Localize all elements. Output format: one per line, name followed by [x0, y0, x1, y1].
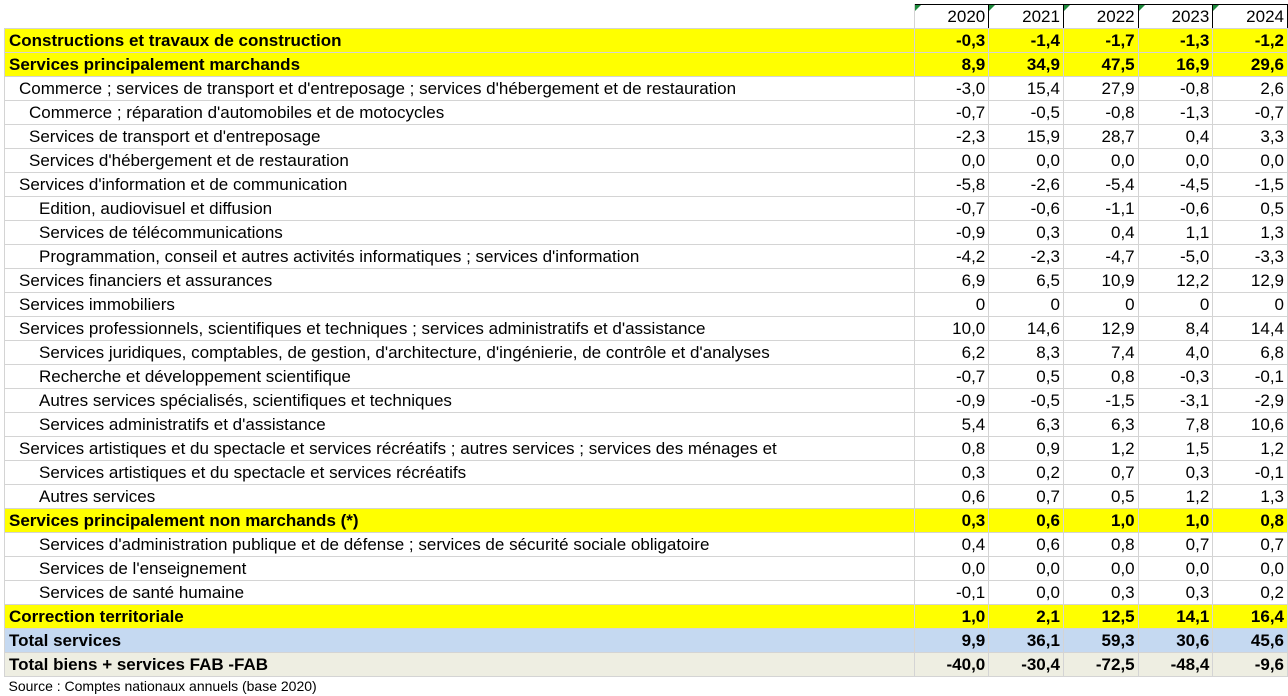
table-row — [5, 413, 1288, 437]
table-row — [5, 581, 1288, 605]
empty-cell — [914, 677, 989, 696]
table-row — [5, 653, 1288, 677]
value-cell-2024[interactable]: 0,0 — [1213, 149, 1288, 173]
row-label-cell[interactable]: Constructions et travaux de construction — [5, 29, 915, 53]
table-row — [5, 293, 1288, 317]
value-cell-2020[interactable]: 0,8 — [914, 437, 989, 461]
data-table-container — [4, 4, 1288, 695]
year-label: 2022 — [1096, 7, 1135, 26]
value-cell-2020[interactable]: 0,4 — [914, 533, 989, 557]
table-row — [5, 53, 1288, 77]
value-cell-2024[interactable]: 29,6 — [1213, 53, 1288, 77]
value-cell-2022[interactable]: 0,5 — [1063, 485, 1138, 509]
value-cell-2021[interactable]: 36,1 — [989, 629, 1064, 653]
header-blank-cell — [5, 5, 915, 29]
value-cell-2024[interactable]: 6,8 — [1213, 341, 1288, 365]
value-cell-2020[interactable]: 5,4 — [914, 413, 989, 437]
value-cell-2021[interactable]: 6,5 — [989, 269, 1064, 293]
table-row — [5, 29, 1288, 53]
value-cell-2020[interactable]: 0 — [914, 293, 989, 317]
cell-marker-icon — [1064, 5, 1070, 11]
value-cell-2021[interactable]: -30,4 — [989, 653, 1064, 677]
row-label-cell[interactable]: Correction territoriale — [5, 605, 915, 629]
value-cell-2023[interactable]: 0,4 — [1138, 125, 1213, 149]
value-cell-2020[interactable]: -2,3 — [914, 125, 989, 149]
year-header-2023[interactable] — [1138, 5, 1213, 29]
value-cell-2024[interactable]: -0,7 — [1213, 101, 1288, 125]
value-cell-2022[interactable]: 0,0 — [1063, 557, 1138, 581]
value-cell-2024[interactable]: -3,3 — [1213, 245, 1288, 269]
row-label-cell[interactable]: Autres services — [5, 485, 915, 509]
value-cell-2020[interactable]: 0,6 — [914, 485, 989, 509]
value-cell-2023[interactable]: 0,0 — [1138, 557, 1213, 581]
row-label-cell[interactable]: Services financiers et assurances — [5, 269, 915, 293]
year-header-2021[interactable] — [989, 5, 1064, 29]
value-cell-2020[interactable]: 0,0 — [914, 149, 989, 173]
value-cell-2022[interactable]: 0,8 — [1063, 533, 1138, 557]
value-cell-2020[interactable]: 0,3 — [914, 461, 989, 485]
value-cell-2021[interactable]: 0,7 — [989, 485, 1064, 509]
source-note: Source : Comptes nationaux annuels (base 2020) — [8, 678, 317, 694]
year-header-2020[interactable] — [914, 5, 989, 29]
value-cell-2023[interactable]: -1,3 — [1138, 101, 1213, 125]
row-label-cell[interactable]: Autres services spécialisés, scientifiques et techniques — [5, 389, 915, 413]
year-label: 2021 — [1022, 7, 1060, 26]
value-cell-2023[interactable]: 12,2 — [1138, 269, 1213, 293]
value-cell-2021[interactable]: 34,9 — [989, 53, 1064, 77]
table-row — [5, 77, 1288, 101]
value-cell-2023[interactable]: 1,1 — [1138, 221, 1213, 245]
value-cell-2024[interactable]: 12,9 — [1213, 269, 1288, 293]
value-cell-2023[interactable]: 0,0 — [1138, 149, 1213, 173]
table-row — [5, 341, 1288, 365]
value-cell-2020[interactable]: 6,9 — [914, 269, 989, 293]
value-cell-2023[interactable]: 1,2 — [1138, 485, 1213, 509]
table-row — [5, 629, 1288, 653]
value-cell-2023[interactable]: 8,4 — [1138, 317, 1213, 341]
value-cell-2020[interactable]: 1,0 — [914, 605, 989, 629]
year-header-2022[interactable] — [1063, 5, 1138, 29]
source-row — [5, 677, 1288, 696]
value-cell-2021[interactable]: 0,0 — [989, 581, 1064, 605]
value-cell-2024[interactable]: 10,6 — [1213, 413, 1288, 437]
value-cell-2023[interactable]: 14,1 — [1138, 605, 1213, 629]
value-cell-2022[interactable]: 0,7 — [1063, 461, 1138, 485]
value-cell-2023[interactable]: 0,3 — [1138, 461, 1213, 485]
value-cell-2022[interactable]: 7,4 — [1063, 341, 1138, 365]
value-cell-2021[interactable]: 0,5 — [989, 365, 1064, 389]
value-cell-2020[interactable]: 9,9 — [914, 629, 989, 653]
value-cell-2023[interactable]: -0,3 — [1138, 365, 1213, 389]
value-cell-2024[interactable]: 45,6 — [1213, 629, 1288, 653]
value-cell-2024[interactable]: 0,8 — [1213, 509, 1288, 533]
value-cell-2022[interactable]: -4,7 — [1063, 245, 1138, 269]
value-cell-2024[interactable]: -2,9 — [1213, 389, 1288, 413]
value-cell-2020[interactable]: -5,8 — [914, 173, 989, 197]
table-row — [5, 389, 1288, 413]
row-label-cell[interactable]: Commerce ; services de transport et d'entreposage ; services d'hébergement et de restauration — [5, 77, 915, 101]
value-cell-2020[interactable]: -0,3 — [914, 29, 989, 53]
value-cell-2024[interactable]: -0,1 — [1213, 461, 1288, 485]
value-cell-2023[interactable]: -3,1 — [1138, 389, 1213, 413]
value-cell-2024[interactable]: 0,5 — [1213, 197, 1288, 221]
table-row — [5, 197, 1288, 221]
value-cell-2022[interactable]: 0,4 — [1063, 221, 1138, 245]
value-cell-2023[interactable]: -0,8 — [1138, 77, 1213, 101]
value-cell-2023[interactable]: 7,8 — [1138, 413, 1213, 437]
value-cell-2022[interactable]: -5,4 — [1063, 173, 1138, 197]
value-cell-2024[interactable]: 14,4 — [1213, 317, 1288, 341]
value-cell-2024[interactable]: 0,2 — [1213, 581, 1288, 605]
value-cell-2021[interactable]: 0,0 — [989, 557, 1064, 581]
value-cell-2021[interactable]: -2,6 — [989, 173, 1064, 197]
table-row — [5, 485, 1288, 509]
value-cell-2021[interactable]: -0,5 — [989, 389, 1064, 413]
table-row — [5, 365, 1288, 389]
value-cell-2024[interactable]: 3,3 — [1213, 125, 1288, 149]
balance-table — [4, 4, 1288, 695]
table-row — [5, 437, 1288, 461]
empty-cell — [1063, 677, 1138, 696]
table-row — [5, 461, 1288, 485]
value-cell-2024[interactable]: 16,4 — [1213, 605, 1288, 629]
value-cell-2021[interactable]: 0 — [989, 293, 1064, 317]
value-cell-2024[interactable]: -1,2 — [1213, 29, 1288, 53]
value-cell-2022[interactable]: 10,9 — [1063, 269, 1138, 293]
value-cell-2022[interactable]: 6,3 — [1063, 413, 1138, 437]
table-row — [5, 317, 1288, 341]
table-row — [5, 221, 1288, 245]
row-label-cell[interactable]: Commerce ; réparation d'automobiles et de motocycles — [5, 101, 915, 125]
row-label-cell[interactable]: Services juridiques, comptables, de gestion, d'architecture, d'ingénierie, de contrôle et d'analyses — [5, 341, 915, 365]
row-label-cell[interactable]: Services de l'enseignement — [5, 557, 915, 581]
value-cell-2022[interactable]: -0,8 — [1063, 101, 1138, 125]
year-label: 2024 — [1246, 7, 1284, 26]
row-label-cell[interactable]: Services de télécommunications — [5, 221, 915, 245]
table-row — [5, 533, 1288, 557]
row-label-cell[interactable]: Total services — [5, 629, 915, 653]
value-cell-2022[interactable]: 0,3 — [1063, 581, 1138, 605]
table-row — [5, 173, 1288, 197]
header-row — [5, 5, 1288, 29]
empty-cell — [1138, 677, 1213, 696]
value-cell-2020[interactable]: -0,9 — [914, 221, 989, 245]
value-cell-2024[interactable]: -9,6 — [1213, 653, 1288, 677]
cell-marker-icon — [1213, 5, 1219, 11]
value-cell-2023[interactable]: -4,5 — [1138, 173, 1213, 197]
row-label-cell[interactable]: Services professionnels, scientifiques et techniques ; services administratifs et d'assistance — [5, 317, 915, 341]
value-cell-2022[interactable]: 27,9 — [1063, 77, 1138, 101]
value-cell-2021[interactable]: 15,9 — [989, 125, 1064, 149]
value-cell-2023[interactable]: 30,6 — [1138, 629, 1213, 653]
empty-cell — [989, 677, 1064, 696]
value-cell-2022[interactable]: -1,1 — [1063, 197, 1138, 221]
value-cell-2020[interactable]: 10,0 — [914, 317, 989, 341]
year-header-2024[interactable] — [1213, 5, 1288, 29]
value-cell-2023[interactable]: -5,0 — [1138, 245, 1213, 269]
table-row — [5, 509, 1288, 533]
value-cell-2023[interactable]: -1,3 — [1138, 29, 1213, 53]
value-cell-2023[interactable]: 1,0 — [1138, 509, 1213, 533]
value-cell-2021[interactable]: 8,3 — [989, 341, 1064, 365]
value-cell-2020[interactable]: 0,3 — [914, 509, 989, 533]
value-cell-2021[interactable]: -2,3 — [989, 245, 1064, 269]
table-row — [5, 101, 1288, 125]
row-label-cell[interactable]: Services principalement non marchands (*) — [5, 509, 915, 533]
value-cell-2021[interactable]: -0,6 — [989, 197, 1064, 221]
value-cell-2021[interactable]: 0,6 — [989, 533, 1064, 557]
value-cell-2020[interactable]: -0,9 — [914, 389, 989, 413]
row-label-cell[interactable]: Edition, audiovisuel et diffusion — [5, 197, 915, 221]
value-cell-2024[interactable]: 1,3 — [1213, 485, 1288, 509]
value-cell-2020[interactable]: -40,0 — [914, 653, 989, 677]
value-cell-2021[interactable]: -1,4 — [989, 29, 1064, 53]
value-cell-2021[interactable]: 0,2 — [989, 461, 1064, 485]
empty-cell — [1213, 677, 1288, 696]
value-cell-2022[interactable]: 59,3 — [1063, 629, 1138, 653]
value-cell-2021[interactable]: 14,6 — [989, 317, 1064, 341]
table-row — [5, 557, 1288, 581]
value-cell-2022[interactable]: 1,0 — [1063, 509, 1138, 533]
value-cell-2020[interactable]: -0,1 — [914, 581, 989, 605]
value-cell-2021[interactable]: 6,3 — [989, 413, 1064, 437]
cell-marker-icon — [989, 5, 995, 11]
cell-marker-icon — [915, 5, 921, 11]
value-cell-2022[interactable]: 47,5 — [1063, 53, 1138, 77]
value-cell-2023[interactable]: 0,7 — [1138, 533, 1213, 557]
value-cell-2022[interactable]: 1,2 — [1063, 437, 1138, 461]
cell-marker-icon — [1139, 5, 1145, 11]
row-label-cell[interactable]: Recherche et développement scientifique — [5, 365, 915, 389]
year-label: 2020 — [947, 7, 986, 26]
value-cell-2021[interactable]: 0,0 — [989, 149, 1064, 173]
value-cell-2022[interactable]: -1,5 — [1063, 389, 1138, 413]
value-cell-2024[interactable]: 1,2 — [1213, 437, 1288, 461]
row-label-cell[interactable]: Services d'hébergement et de restauration — [5, 149, 915, 173]
value-cell-2022[interactable]: 0,8 — [1063, 365, 1138, 389]
value-cell-2020[interactable]: -0,7 — [914, 197, 989, 221]
table-row — [5, 245, 1288, 269]
value-cell-2024[interactable]: 0,0 — [1213, 557, 1288, 581]
value-cell-2020[interactable]: -0,7 — [914, 101, 989, 125]
value-cell-2024[interactable]: -1,5 — [1213, 173, 1288, 197]
row-label-cell[interactable]: Services d'administration publique et de défense ; services de sécurité sociale obligatoire — [5, 533, 915, 557]
row-label-cell[interactable]: Services administratifs et d'assistance — [5, 413, 915, 437]
value-cell-2020[interactable]: 0,0 — [914, 557, 989, 581]
row-label-cell[interactable]: Services artistiques et du spectacle et services récréatifs ; autres services ; services des ménages et — [5, 437, 915, 461]
value-cell-2023[interactable]: 4,0 — [1138, 341, 1213, 365]
value-cell-2020[interactable]: -3,0 — [914, 77, 989, 101]
value-cell-2023[interactable]: 0 — [1138, 293, 1213, 317]
table-row — [5, 269, 1288, 293]
value-cell-2021[interactable]: -0,5 — [989, 101, 1064, 125]
value-cell-2024[interactable]: 1,3 — [1213, 221, 1288, 245]
value-cell-2024[interactable]: -0,1 — [1213, 365, 1288, 389]
value-cell-2022[interactable]: -1,7 — [1063, 29, 1138, 53]
value-cell-2023[interactable]: 0,3 — [1138, 581, 1213, 605]
value-cell-2023[interactable]: 16,9 — [1138, 53, 1213, 77]
value-cell-2021[interactable]: 15,4 — [989, 77, 1064, 101]
table-row — [5, 125, 1288, 149]
row-label-cell[interactable]: Services principalement marchands — [5, 53, 915, 77]
value-cell-2023[interactable]: -48,4 — [1138, 653, 1213, 677]
row-label-cell[interactable]: Services immobiliers — [5, 293, 915, 317]
year-label: 2023 — [1171, 7, 1210, 26]
value-cell-2020[interactable]: 8,9 — [914, 53, 989, 77]
value-cell-2022[interactable]: -72,5 — [1063, 653, 1138, 677]
row-label-cell[interactable]: Services de santé humaine — [5, 581, 915, 605]
row-label-cell[interactable]: Total biens + services FAB -FAB — [5, 653, 915, 677]
value-cell-2021[interactable]: 0,9 — [989, 437, 1064, 461]
value-cell-2020[interactable]: -0,7 — [914, 365, 989, 389]
value-cell-2022[interactable]: 0,0 — [1063, 149, 1138, 173]
row-label-cell[interactable]: Services de transport et d'entreposage — [5, 125, 915, 149]
value-cell-2020[interactable]: 6,2 — [914, 341, 989, 365]
value-cell-2021[interactable]: 0,3 — [989, 221, 1064, 245]
row-label-cell[interactable]: Programmation, conseil et autres activités informatiques ; services d'information — [5, 245, 915, 269]
table-row — [5, 605, 1288, 629]
value-cell-2022[interactable]: 28,7 — [1063, 125, 1138, 149]
value-cell-2024[interactable]: 2,6 — [1213, 77, 1288, 101]
value-cell-2024[interactable]: 0,7 — [1213, 533, 1288, 557]
value-cell-2021[interactable]: 2,1 — [989, 605, 1064, 629]
value-cell-2023[interactable]: 1,5 — [1138, 437, 1213, 461]
value-cell-2023[interactable]: -0,6 — [1138, 197, 1213, 221]
row-label-cell[interactable]: Services d'information et de communication — [5, 173, 915, 197]
value-cell-2022[interactable]: 0 — [1063, 293, 1138, 317]
table-row — [5, 149, 1288, 173]
value-cell-2022[interactable]: 12,5 — [1063, 605, 1138, 629]
value-cell-2022[interactable]: 12,9 — [1063, 317, 1138, 341]
row-label-cell[interactable]: Services artistiques et du spectacle et services récréatifs — [5, 461, 915, 485]
value-cell-2024[interactable]: 0 — [1213, 293, 1288, 317]
value-cell-2021[interactable]: 0,6 — [989, 509, 1064, 533]
value-cell-2020[interactable]: -4,2 — [914, 245, 989, 269]
